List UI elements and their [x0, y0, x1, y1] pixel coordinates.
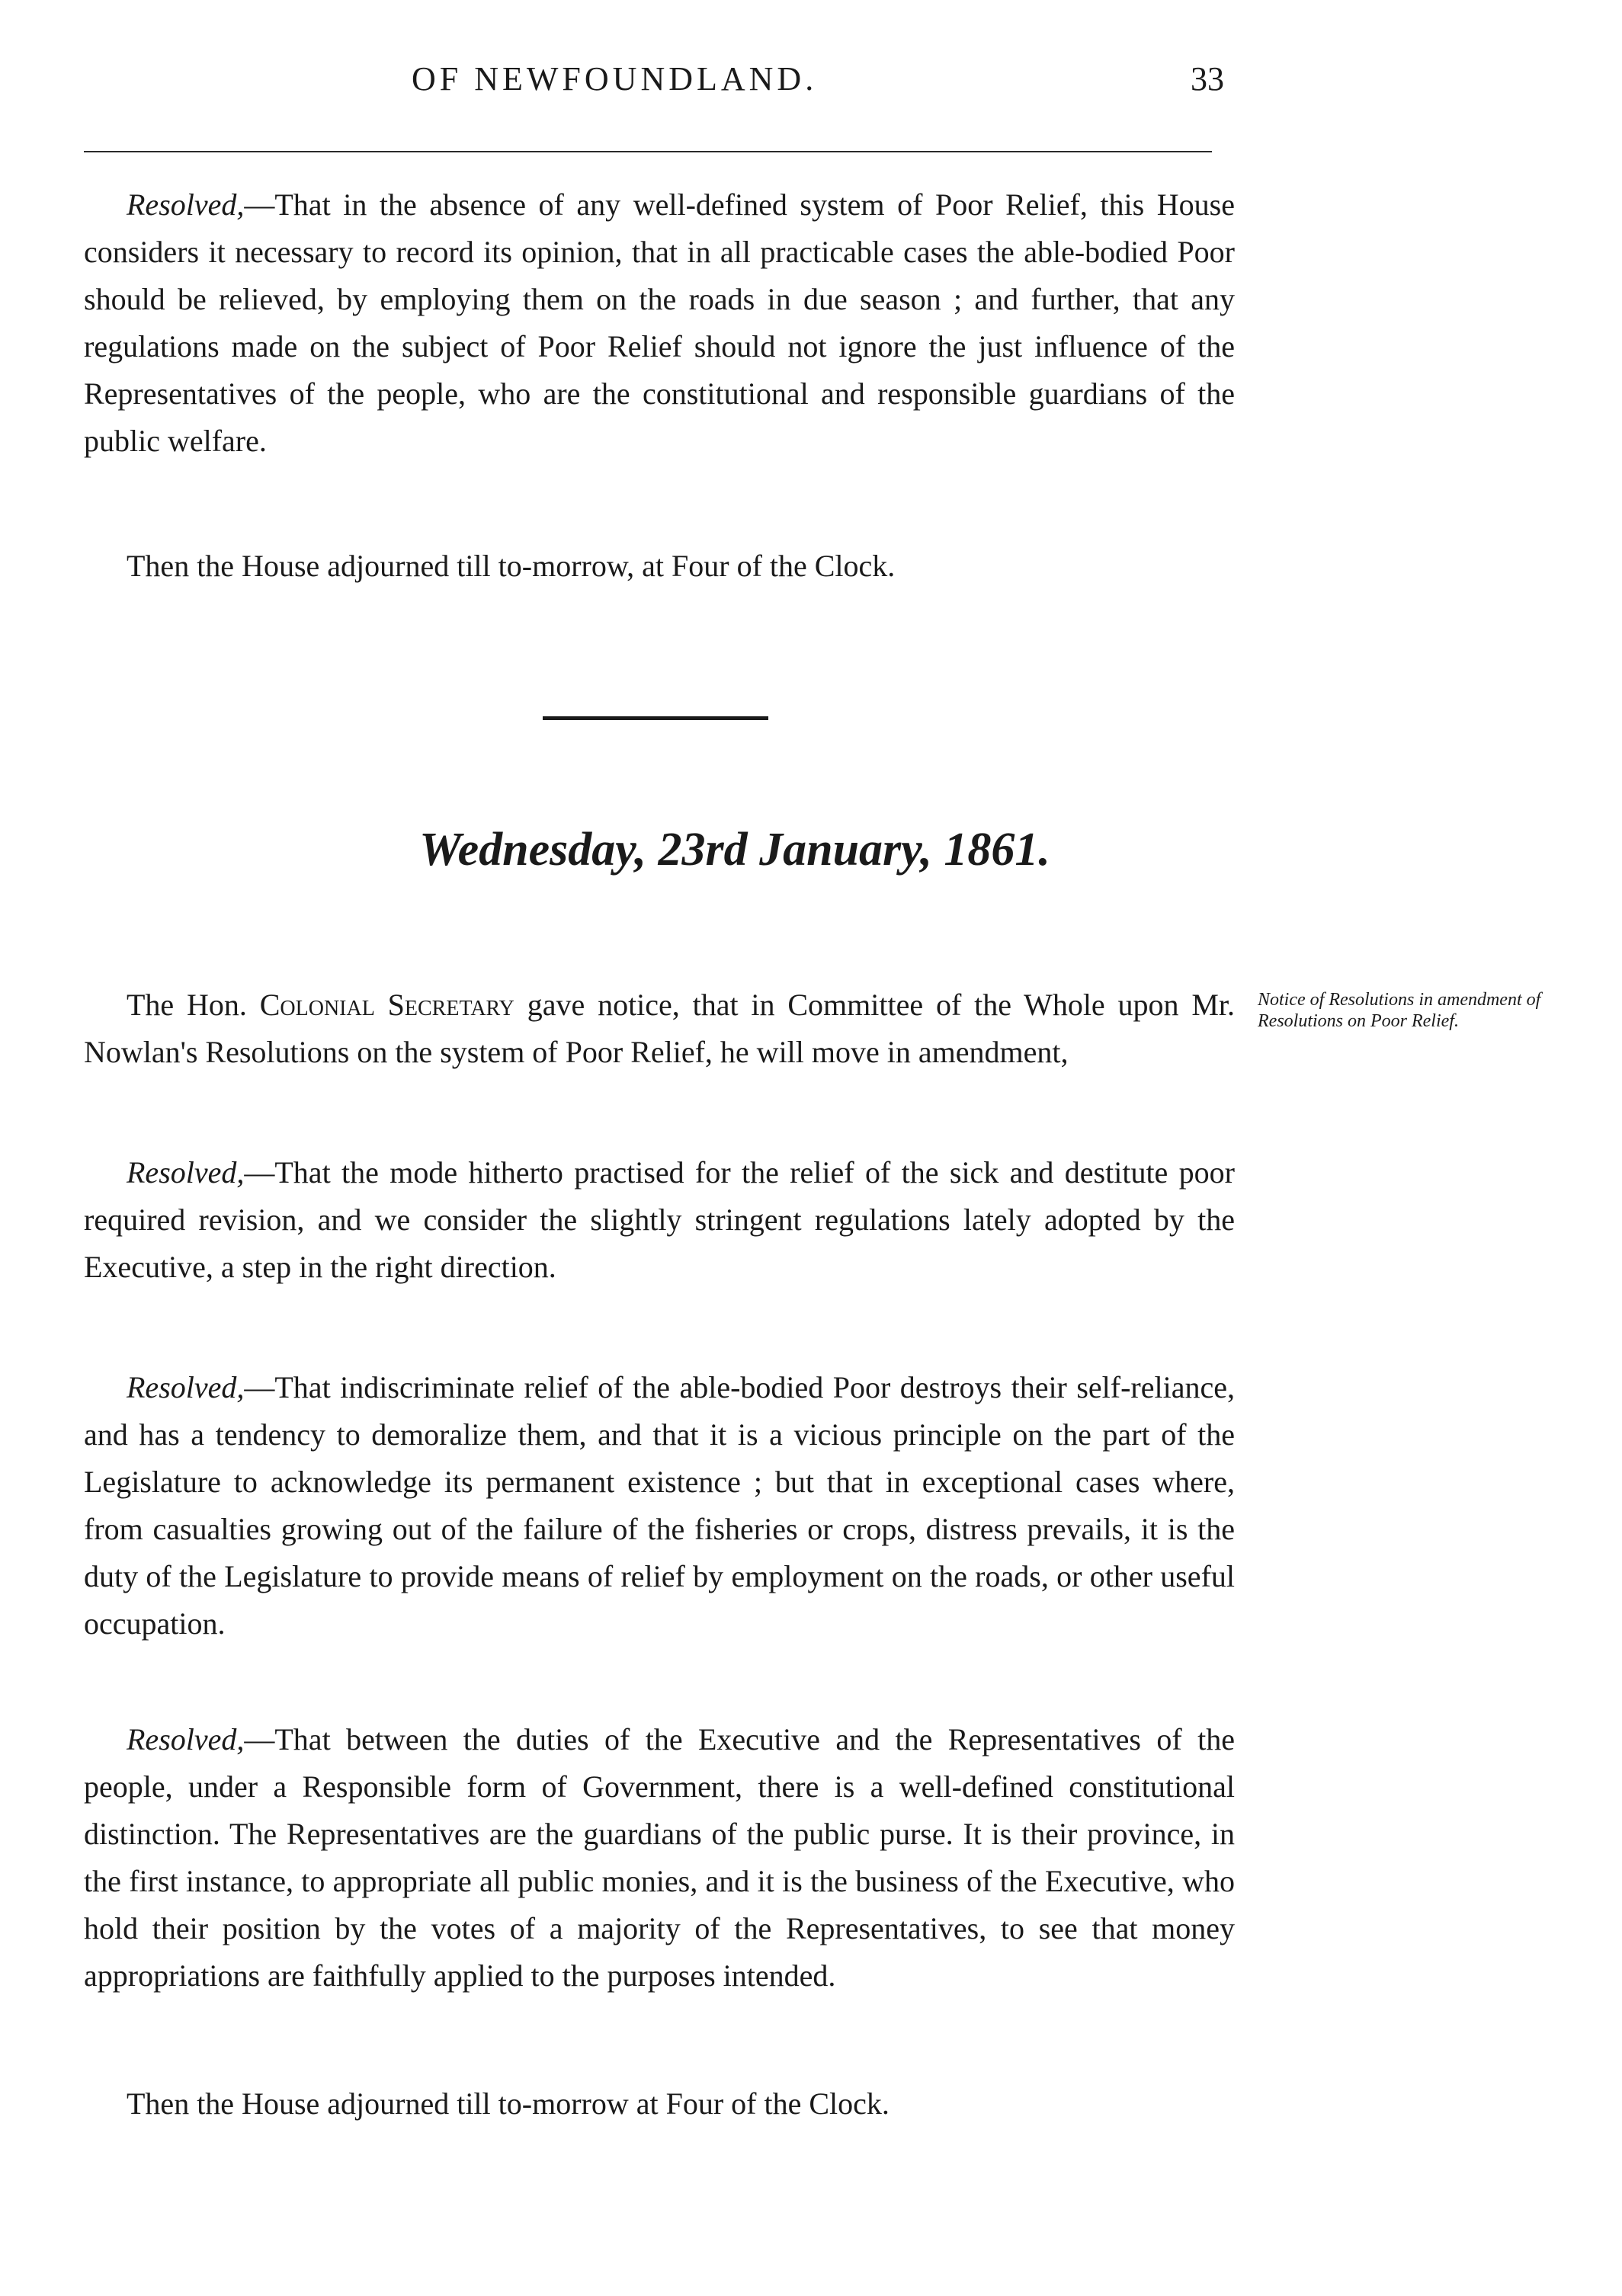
notice-paragraph [84, 981, 1235, 1076]
resolution-text: —That between the duties of the Executive and the Representatives of the people, under a Responsible form of Government, there is a well-defined constitutional distinction. The Representatives are the guardians of the public purse. It is their province, in the first instance, to appropriate all public monies, and it is the business of the Executive, who hold their position by the votes of a majority of the Representatives, to see that money appropriations are faithfully applied to the purposes intended. [84, 1722, 1235, 1993]
resolved-lead: Resolved, [127, 1722, 245, 1756]
margin-note: Notice of Resolutions in amendment of Resolutions on Poor Relief. [1258, 990, 1541, 1031]
resolution-paragraph [84, 1716, 1235, 2000]
page-number: 33 [1191, 60, 1224, 98]
adjournment-text: Then the House adjourned till to-morrow, at Four of the Clock. [127, 549, 896, 583]
section-date-heading: Wednesday, 23rd January, 1861. [419, 824, 1050, 876]
resolved-lead: Resolved, [127, 187, 245, 222]
header-rule [84, 151, 1212, 152]
section-divider [543, 716, 768, 720]
notice-office: Colonial Secretary [259, 988, 514, 1022]
running-title: OF NEWFOUNDLAND. [412, 60, 818, 98]
resolution-block-4 [84, 1716, 1235, 2000]
notice-text: gave notice, that in Committee of the Whole upon Mr. Nowlan's Resolutions on the system of Poor Relief, he will move in amendment, [84, 988, 1236, 1069]
resolved-lead: Resolved, [127, 1370, 245, 1404]
adjournment-2 [84, 2080, 1235, 2128]
notice-prefix: The Hon. [127, 988, 247, 1022]
resolution-paragraph [84, 1364, 1235, 1648]
adjournment-text: Then the House adjourned till to-morrow at Four of the Clock. [127, 2086, 890, 2121]
notice-block [84, 981, 1235, 1076]
resolution-text: —That indiscriminate relief of the able-bodied Poor destroys their self-reliance, and has a tendency to demoralize them, and that it is a vicious principle on the part of the Legislature to acknowledge its permanent existence ; but that in exceptional cases where, from casualties growing out of the failure of the fisheries or crops, distress prevails, it is the duty of the Legislature to provide means of relief by employment on the roads, or other useful occupation. [84, 1370, 1235, 1641]
resolution-text: —That the mode hitherto practised for the relief of the sick and destitute poor required revision, and we consider the slightly stringent regulations lately adopted by the Executive, a step in the right direction. [84, 1155, 1235, 1284]
adjournment-1 [84, 543, 1235, 590]
resolution-block-1 [84, 181, 1235, 465]
resolution-text: —That in the absence of any well-defined system of Poor Relief, this House considers it necessary to record its opinion, that in all practicable cases the able-bodied Poor should be relieved, by employing them on the roads in due season ; and further, that any regulations made on the subject of Poor Relief should not ignore the just influence of the Representatives of the people, who are the constitutional and responsible guardians of the public welfare. [84, 187, 1235, 458]
running-head [0, 59, 1622, 113]
resolution-paragraph [84, 1149, 1235, 1291]
resolution-block-2 [84, 1149, 1235, 1291]
resolution-block-3 [84, 1364, 1235, 1648]
resolution-paragraph [84, 181, 1235, 465]
resolved-lead: Resolved, [127, 1155, 245, 1190]
